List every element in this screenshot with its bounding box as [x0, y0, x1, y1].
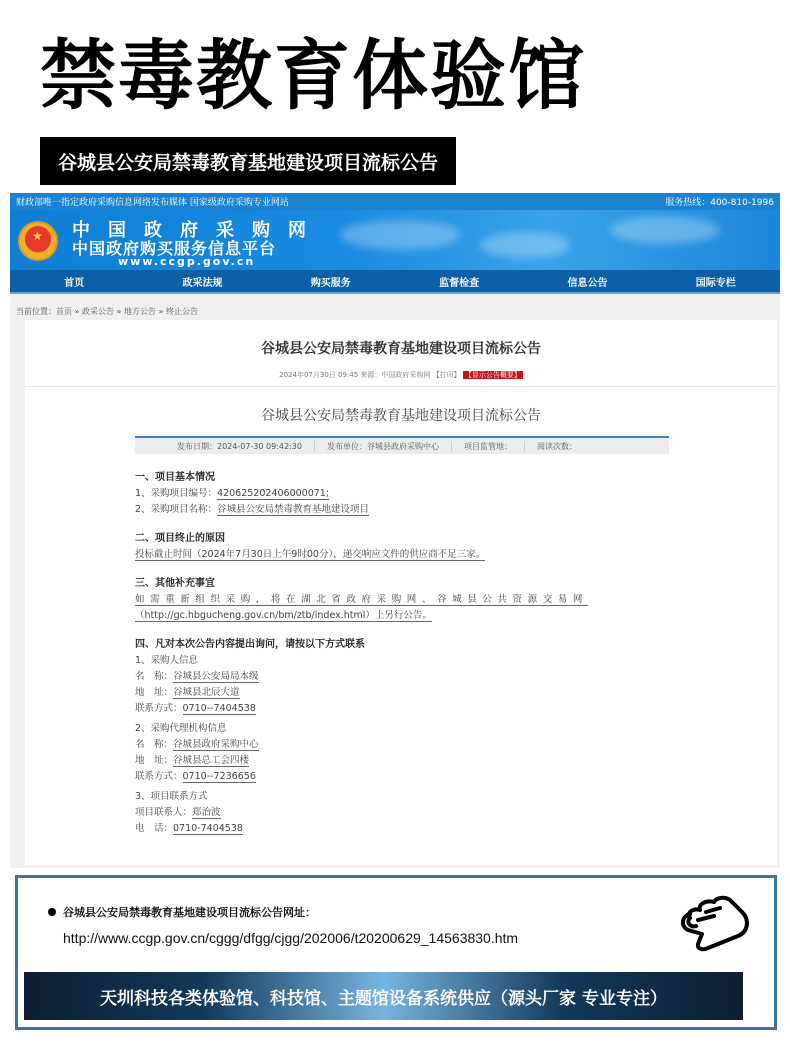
announcement-url-link[interactable]: http://www.ccgp.gov.cn/cggg/dfgg/cjgg/202006/t20200629_14563830.htm — [63, 930, 519, 946]
field-label: 名 称： — [135, 671, 174, 682]
section-heading: 四、凡对本次公告内容提出询问，请按以下方式联系 — [135, 639, 365, 650]
agency-address: 谷城县总工会四楼 — [173, 755, 250, 766]
site-header — [10, 210, 780, 270]
national-emblem-icon — [18, 221, 58, 261]
nav-supervision[interactable]: 监督检查 — [439, 277, 480, 289]
show-summary-button[interactable]: 【显示公告概要】 — [464, 371, 521, 379]
site-url: www.ccgp.gov.cn — [118, 255, 256, 268]
project-name: 谷城县公安局禁毒教育基地建设项目 — [217, 504, 370, 515]
field-label: 1、采购项目编号： — [135, 488, 218, 499]
purchaser-address: 谷城县北辰大道 — [173, 687, 240, 698]
supplement-text-1: 如需重新组织采购，将在湖北省政府采购网、谷城县公共资源交易网 — [135, 594, 589, 605]
site-subname: 中国政府购买服务信息平台 — [72, 239, 277, 258]
section-heading: 二、项目终止的原因 — [135, 533, 225, 544]
contact-person: 郑治波 — [192, 807, 221, 818]
supervisor: 项目监管地： — [452, 441, 525, 452]
nav-regulations[interactable]: 政采法规 — [182, 277, 223, 289]
agency-phone: 0710--7236656 — [182, 771, 256, 782]
website-screenshot — [10, 193, 780, 868]
article-meta-text: 2024年07月30日 09:45 来源：中国政府采购网 【打印】 — [279, 371, 461, 379]
article-panel — [25, 320, 777, 865]
field-label: 联系方式： — [135, 703, 183, 714]
breadcrumb[interactable]: 当前位置：首页 » 政采公告 » 地方公告 » 终止公告 — [16, 307, 198, 316]
publisher: 发布单位：谷城县政府采购中心 — [315, 441, 452, 452]
field-label: 地 址： — [135, 687, 174, 698]
nav-home[interactable]: 首页 — [64, 277, 85, 289]
article-title: 谷城县公安局禁毒教育基地建设项目流标公告 — [261, 341, 541, 357]
nav-international[interactable]: 国际专栏 — [695, 277, 736, 289]
article-meta — [25, 370, 777, 380]
service-hotline: 服务热线：400-810-1996 — [665, 198, 774, 208]
topbar-tagline: 财政部唯一指定政府采购信息网络发布媒体 国家级政府采购专业网站 — [16, 198, 289, 208]
site-name[interactable]: 中国政府采购网 — [72, 220, 324, 241]
subheading: 1、采购人信息 — [135, 655, 199, 666]
supplement-text-2[interactable]: （http://gc.hbgucheng.gov.cn/bm/ztb/index.html）上另行公告。 — [135, 610, 432, 621]
field-label: 项目联系人： — [135, 807, 193, 818]
project-number: 420625202406000071; — [217, 488, 330, 499]
subheading: 3、项目联系方式 — [135, 791, 208, 802]
purchaser-phone: 0710--7404538 — [182, 703, 256, 714]
divider — [25, 386, 777, 387]
callout-label: 谷城县公安局禁毒教育基地建设项目流标公告网址： — [63, 906, 316, 919]
field-label: 2、采购项目名称： — [135, 504, 218, 515]
publish-date: 发布日期：2024-07-30 09:42:30 — [165, 441, 315, 452]
subheading: 2、采购代理机构信息 — [135, 723, 227, 734]
termination-reason: 投标截止时间（2024年7月30日上午9时00分），递交响应文件的供应商不足三家。 — [135, 549, 486, 560]
main-nav — [10, 270, 780, 294]
url-callout — [15, 875, 777, 1030]
field-label: 地 址： — [135, 755, 174, 766]
nav-purchase-services[interactable]: 购买服务 — [310, 277, 351, 289]
article-body — [135, 468, 669, 837]
announcement-banner: 谷城县公安局禁毒教育基地建设项目流标公告 — [40, 137, 456, 185]
contact-phone: 0710-7404538 — [173, 823, 243, 834]
section-heading: 一、项目基本情况 — [135, 472, 215, 483]
field-label: 名 称： — [135, 739, 174, 750]
pointing-hand-icon — [676, 892, 754, 954]
article-info-bar — [135, 436, 669, 454]
purchaser-name: 谷城县公安局局本级 — [173, 671, 259, 682]
supplier-banner: 天圳科技各类体验馆、科技馆、主题馆设备系统供应（源头厂家 专业专注） — [24, 972, 743, 1020]
site-topbar — [10, 193, 780, 210]
field-label: 电 话： — [135, 823, 174, 834]
field-label: 联系方式： — [135, 771, 183, 782]
article-subtitle: 谷城县公安局禁毒教育基地建设项目流标公告 — [261, 408, 541, 424]
nav-announcements[interactable]: 信息公告 — [567, 277, 608, 289]
section-heading: 三、其他补充事宜 — [135, 578, 215, 589]
hero-title: 禁毒教育体验馆 — [40, 31, 586, 120]
bullet-icon — [48, 908, 56, 916]
agency-name: 谷城县政府采购中心 — [173, 739, 259, 750]
view-count: 阅读次数： — [536, 441, 577, 451]
